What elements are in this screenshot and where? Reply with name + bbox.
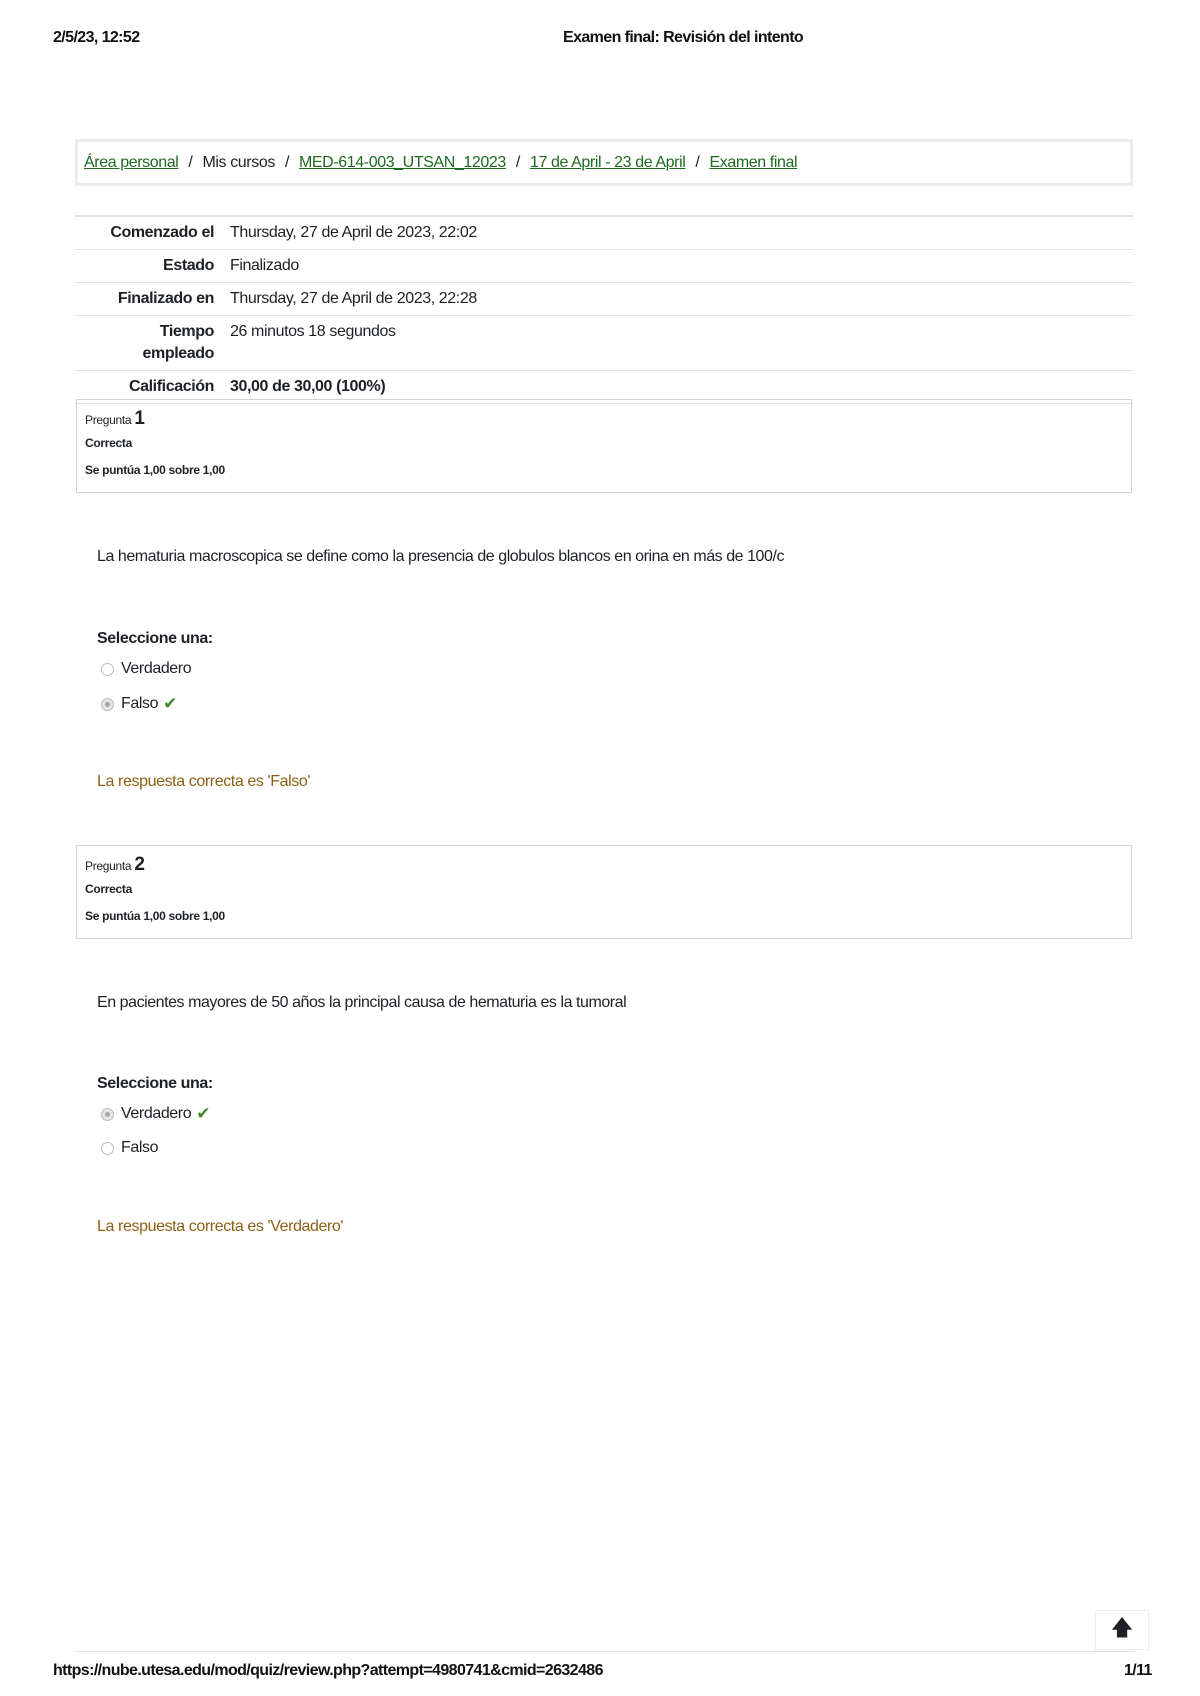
summary-label-line2: empleado: [142, 345, 214, 362]
option-label: Falso: [121, 695, 159, 712]
breadcrumb-mis-cursos: Mis cursos: [202, 153, 275, 171]
question-number-value: 2: [134, 854, 145, 875]
question-number: [85, 408, 1123, 430]
summary-row-started: [75, 217, 1133, 250]
summary-value: Thursday, 27 de April de 2023, 22:28: [230, 290, 477, 307]
answer-prompt-2: Seleccione una:: [97, 1075, 213, 1092]
summary-label: Finalizado en: [117, 290, 214, 307]
check-icon: ✔: [196, 1104, 211, 1123]
answer-option-falso[interactable]: [101, 694, 177, 714]
summary-label: [75, 316, 230, 370]
question-state: Correcta: [85, 436, 132, 450]
breadcrumb-separator: /: [284, 153, 289, 171]
radio-button[interactable]: [101, 1142, 114, 1155]
question-info-1: [76, 399, 1132, 493]
print-page-number: 1/11: [1124, 1662, 1152, 1679]
summary-label: Comenzado el: [110, 224, 214, 241]
summary-row-time-taken: [75, 316, 1133, 371]
grade-total: de 30,00 (100%): [268, 378, 386, 395]
radio-button[interactable]: [101, 663, 114, 676]
attempt-summary-table: [75, 215, 1133, 404]
print-url: https://nube.utesa.edu/mod/quiz/review.php?attempt=4980741&cmid=2632486: [53, 1662, 603, 1679]
print-title: Examen final: Revisión del intento: [563, 29, 804, 46]
summary-value: Thursday, 27 de April de 2023, 22:02: [230, 224, 477, 241]
answer-prompt-1: Seleccione una:: [97, 630, 213, 647]
summary-label: Calificación: [128, 378, 214, 395]
grade-score: 30,00: [230, 378, 269, 395]
answer-option-verdadero[interactable]: [101, 660, 191, 678]
question-label: Pregunta: [85, 413, 132, 427]
radio-button-selected[interactable]: [101, 1108, 114, 1121]
arrow-up-icon: 🡅: [1110, 1615, 1134, 1640]
question-text-1: La hematuria macroscopica se define como la presencia de globulos blancos en orina en más de 100/c: [97, 548, 785, 565]
print-date: 2/5/23, 12:52: [53, 29, 140, 46]
breadcrumb-quiz[interactable]: Examen final: [709, 153, 798, 171]
question-number: [85, 854, 1123, 876]
correct-answer-feedback-2: La respuesta correcta es 'Verdadero': [97, 1218, 344, 1235]
summary-label-line1: Tiempo: [159, 323, 214, 340]
option-label: Falso: [121, 1139, 159, 1156]
check-icon: ✔: [163, 694, 177, 713]
question-grade: Se puntúa 1,00 sobre 1,00: [85, 463, 225, 477]
question-number-value: 1: [134, 408, 145, 429]
question-info-2: [76, 845, 1132, 939]
question-grade: Se puntúa 1,00 sobre 1,00: [85, 909, 225, 923]
radio-button-selected[interactable]: [101, 698, 114, 711]
option-label: Verdadero: [121, 660, 192, 677]
summary-value: Finalizado: [230, 257, 299, 274]
footer-divider: [75, 1651, 1133, 1652]
answer-option-verdadero[interactable]: [101, 1104, 210, 1124]
breadcrumb-area-personal[interactable]: Área personal: [84, 153, 179, 171]
answer-option-falso[interactable]: [101, 1139, 158, 1157]
question-label: Pregunta: [85, 859, 132, 873]
question-state: Correcta: [85, 882, 132, 896]
question-text-2: En pacientes mayores de 50 años la principal causa de hematuria es la tumoral: [97, 994, 627, 1011]
breadcrumb-course[interactable]: MED-614-003_UTSAN_12023: [298, 153, 506, 171]
summary-value: 26 minutos 18 segundos: [230, 323, 396, 340]
summary-row-finished: [75, 283, 1133, 316]
breadcrumb-separator: /: [695, 153, 700, 171]
breadcrumb-separator: /: [515, 153, 520, 171]
option-label: Verdadero: [121, 1105, 192, 1122]
back-to-top-button[interactable]: [1095, 1610, 1149, 1650]
summary-label: Estado: [163, 257, 214, 274]
breadcrumb: [75, 139, 1133, 186]
correct-answer-feedback-1: La respuesta correcta es 'Falso': [97, 773, 310, 790]
breadcrumb-week[interactable]: 17 de April - 23 de April: [529, 153, 686, 171]
breadcrumb-separator: /: [188, 153, 193, 171]
summary-row-state: [75, 250, 1133, 283]
